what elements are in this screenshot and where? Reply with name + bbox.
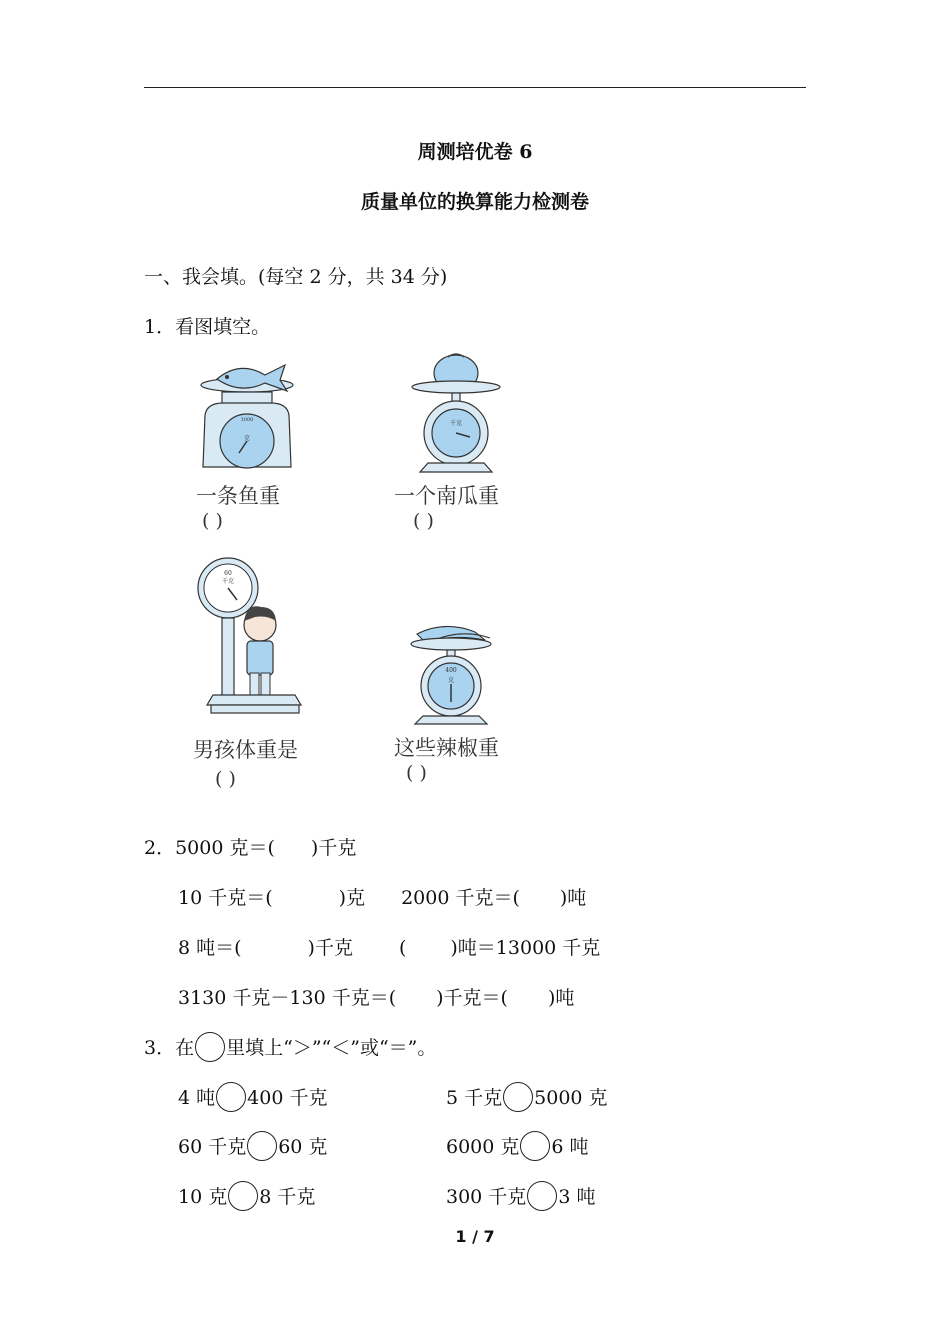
q2-line2-part3: 2000 千克＝( xyxy=(401,887,520,909)
q2-line2-part2: )克 xyxy=(338,887,366,909)
question-2-line-4 xyxy=(178,983,574,1010)
section-heading: 一、我会填。(每空 2 分，共 34 分) xyxy=(144,266,448,288)
question-3-label: 3． xyxy=(144,1037,176,1059)
q3-instruction-start: 在 xyxy=(175,1037,195,1059)
compare-1-right: 400 千克 xyxy=(247,1087,328,1109)
question-3-instruction xyxy=(144,1032,436,1062)
compare-item-5 xyxy=(178,1181,315,1211)
question-1-label: 1．看图填空。 xyxy=(144,316,271,338)
pumpkin-answer-blank[interactable]: ( ) xyxy=(413,510,434,532)
svg-text:1000: 1000 xyxy=(240,417,254,423)
worksheet-subtitle: 质量单位的换算能力检测卷 xyxy=(360,191,589,213)
pumpkin-caption: 一个南瓜重 xyxy=(394,484,499,508)
compare-item-1 xyxy=(178,1082,327,1112)
compare-item-2 xyxy=(446,1082,608,1112)
compare-5-right: 8 千克 xyxy=(259,1186,316,1208)
q2-line3-part3: ( xyxy=(398,937,407,959)
q2-line3-part4: )吨＝13000 千克 xyxy=(450,937,601,959)
compare-6-left: 300 千克 xyxy=(446,1186,527,1208)
boy-scale-illustration xyxy=(195,555,305,725)
q2-line2-part4: )吨 xyxy=(559,887,587,909)
fish-scale-illustration xyxy=(195,355,305,475)
compare-1-circle[interactable] xyxy=(216,1082,246,1112)
compare-2-circle[interactable] xyxy=(503,1082,533,1112)
svg-text:千克: 千克 xyxy=(221,578,235,585)
question-2-line-3 xyxy=(178,933,600,960)
compare-3-circle[interactable] xyxy=(247,1131,277,1161)
q3-instruction-end: 里填上“＞”“＜”或“＝”。 xyxy=(226,1037,437,1059)
pumpkin-scale-illustration xyxy=(408,345,508,475)
q2-line1-part2: )千克 xyxy=(310,837,357,859)
pepper-caption: 这些辣椒重 xyxy=(394,736,499,760)
svg-text:60: 60 xyxy=(224,570,232,577)
boy-answer-blank[interactable]: ( ) xyxy=(215,768,236,790)
compare-item-6 xyxy=(446,1181,595,1211)
compare-6-circle[interactable] xyxy=(527,1181,557,1211)
svg-text:克: 克 xyxy=(243,435,251,442)
compare-3-left: 60 千克 xyxy=(178,1136,247,1158)
circle-blank-example xyxy=(195,1032,225,1062)
question-2-label: 2． xyxy=(144,837,176,859)
q2-line4-part1: 3130 千克－130 千克＝( xyxy=(178,987,397,1009)
compare-4-left: 6000 克 xyxy=(446,1136,520,1158)
compare-2-left: 5 千克 xyxy=(446,1087,503,1109)
q2-line3-part2: )千克 xyxy=(307,937,353,959)
compare-6-right: 3 吨 xyxy=(558,1186,596,1208)
fish-answer-blank[interactable]: ( ) xyxy=(202,510,223,532)
svg-text:400: 400 xyxy=(445,667,457,674)
q2-line3-part1: 8 吨＝( xyxy=(178,937,242,959)
boy-caption: 男孩体重是 xyxy=(193,738,298,762)
compare-3-right: 60 克 xyxy=(278,1136,328,1158)
question-2-line-1 xyxy=(144,833,356,860)
q2-line2-part1: 10 千克＝( xyxy=(178,887,273,909)
q2-line1-part1: 5000 克＝( xyxy=(175,837,275,859)
worksheet-title: 周测培优卷 6 xyxy=(417,141,533,163)
svg-text:千克: 千克 xyxy=(449,420,463,427)
question-2-line-2 xyxy=(178,883,586,910)
pepper-answer-blank[interactable]: ( ) xyxy=(406,762,427,784)
fish-caption: 一条鱼重 xyxy=(196,484,280,508)
q2-line4-part2: )千克＝( xyxy=(436,987,508,1009)
compare-item-3 xyxy=(178,1131,327,1161)
compare-4-right: 6 吨 xyxy=(551,1136,589,1158)
compare-5-circle[interactable] xyxy=(228,1181,258,1211)
pepper-scale-illustration xyxy=(405,622,500,727)
page-number: 1 / 7 xyxy=(455,1227,495,1246)
compare-4-circle[interactable] xyxy=(520,1131,550,1161)
svg-text:克: 克 xyxy=(447,677,455,684)
compare-5-left: 10 克 xyxy=(178,1186,228,1208)
compare-item-4 xyxy=(446,1131,589,1161)
top-rule xyxy=(144,87,806,88)
q2-line4-part3: )吨 xyxy=(547,987,575,1009)
compare-1-left: 4 吨 xyxy=(178,1087,216,1109)
compare-2-right: 5000 克 xyxy=(534,1087,608,1109)
